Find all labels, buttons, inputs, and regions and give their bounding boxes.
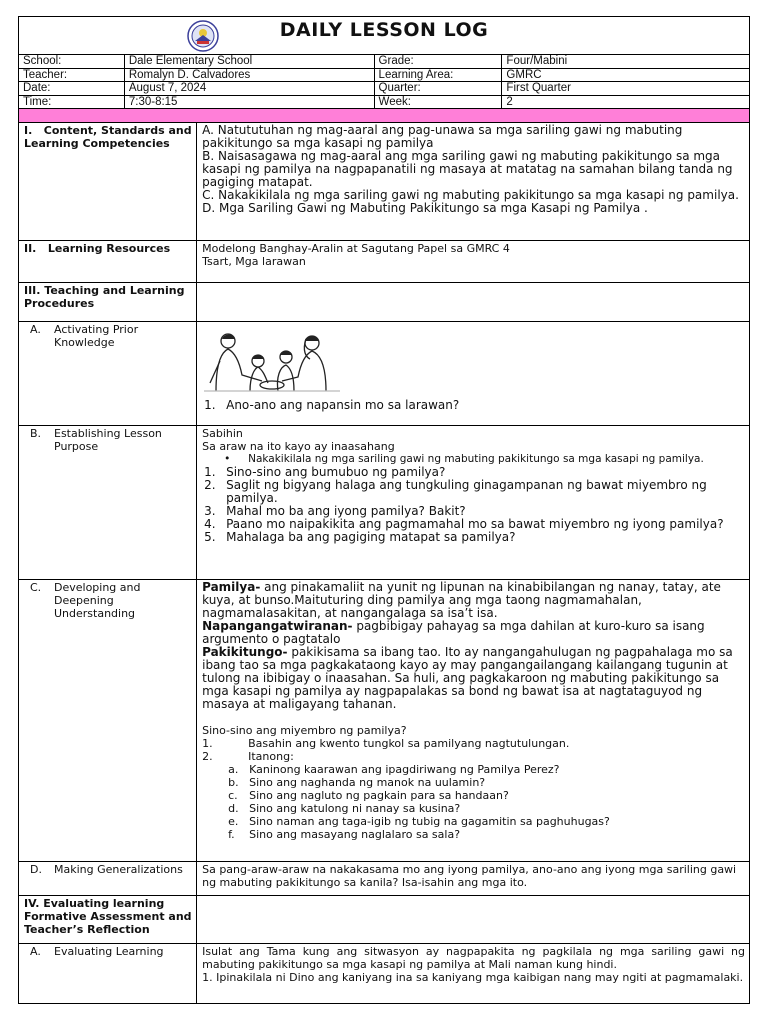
content-standards-label: I. Content, Standards and Learning Competencies xyxy=(24,124,192,150)
resource-line-2: Tsart, Mga larawan xyxy=(202,255,306,268)
week-value: 2 xyxy=(502,95,750,109)
teacher-label: Teacher: xyxy=(19,68,125,82)
establishing-bullet: • Nakakikilala ng mga sariling gawi ng mabuting pakikitungo sa mga kasapi ng pamilya. xyxy=(224,453,704,465)
evaluating-label xyxy=(30,945,192,958)
quarter-label: Quarter: xyxy=(374,82,502,96)
definition-pamilya: Pamilya- ang pinakamaliit na yunit ng lipunan na kinabibilangan ng nanay, tatay, ate kuya, at bunso.Maituturing ding pamilya ang mga taong nagmamahalan, nagmamalasakitan, at nangangalaga sa isa’t isa. xyxy=(202,580,721,620)
subquestion-a: a. Kaninong kaarawan ang ipagdiriwang ng Pamilya Perez? xyxy=(228,763,560,776)
purpose-question-1: 1. Sino-sino ang bumubuo ng pamilya? xyxy=(204,465,446,479)
procedures-label: III. Teaching and Learning Procedures xyxy=(24,284,185,310)
purpose-question-5: 5. Mahalaga ba ang pagiging matapat sa pamilya? xyxy=(204,530,516,544)
generalizing-letter: D. xyxy=(30,863,42,876)
evaluation-section-label: IV. Evaluating learning Formative Assessment and Teacher’s Reflection xyxy=(24,897,192,936)
subquestion-c: c. Sino ang nagluto ng pagkain para sa handaan? xyxy=(228,789,509,802)
members-question: Sino-sino ang miyembro ng pamilya? xyxy=(202,724,407,737)
objective-a: A. Natututuhan ng mag-aaral ang pag-unawa sa mga sariling gawi ng mabuting pakikitungo sa mga kasapi ng pamilya xyxy=(202,123,683,150)
developing-label xyxy=(30,581,192,620)
establishing-intro-1: Sabihin xyxy=(202,427,243,440)
objective-b: B. Naisasagawa ng mag-aaral ang mga sariling gawi ng mabuting pakikitungo sa mga kasapi ng pamilya na nagpapanatili ng masaya at matatag na samahan bilang tanda ng pagiging matapat. xyxy=(202,149,733,189)
purpose-question-3: 3. Mahal mo ba ang iyong pamilya? Bakit? xyxy=(204,504,466,518)
activating-question: 1. Ano-ano ang napansin mo sa larawan? xyxy=(204,398,460,412)
generalizing-text: Making Generalizations xyxy=(54,863,183,876)
date-value: August 7, 2024 xyxy=(124,82,374,96)
establishing-letter: B. xyxy=(30,427,42,440)
activating-label xyxy=(30,323,192,349)
subquestion-e: e. Sino naman ang taga-igib ng tubig na gagamitin sa paghuhugas? xyxy=(228,815,610,828)
info-table xyxy=(18,54,750,109)
definition-pakikitungo: Pakikitungo- pakikisama sa ibang tao. Ito ay nangangahulugan ng pagpahalaga mo sa ibang tao sa mga pagkakataong kayo ay may pangangailangang kailangang tugunin at tulong na ibibigay o inaasahan. Sa huli, ang pagkakaroon ng mabuting pakikitungo sa mga kasapi ng pamilya ay nagpapalakas sa bond ng bawat isa at nagtataguyod ng masaya at maligayang tahanan. xyxy=(202,645,733,711)
lesson-table xyxy=(18,122,750,1004)
family-eating-illustration xyxy=(202,331,342,395)
developing-letter: C. xyxy=(30,581,42,594)
learning-resources-label: II. Learning Resources xyxy=(24,242,171,255)
establishing-intro-2: Sa araw na ito kayo ay inaasahang xyxy=(202,440,395,453)
school-value: Dale Elementary School xyxy=(124,55,374,69)
area-value: GMRC xyxy=(502,68,750,82)
grade-value: Four/Mabini xyxy=(502,55,750,69)
evaluation-instructions: Isulat ang Tama kung ang sitwasyon ay nagpapakita ng pagkilala ng mga sariling gawi ng mabuting pakikitungo sa mga kasapi ng pamilya at Mali naman kung hindi. xyxy=(202,945,745,971)
evaluating-letter: A. xyxy=(30,945,41,958)
objective-d: D. Mga Sariling Gawi ng Mabuting Pakikitungo sa mga Kasapi ng Pamilya . xyxy=(202,201,648,215)
activating-text: Activating Prior Knowledge xyxy=(54,323,139,349)
header xyxy=(18,16,750,55)
date-label: Date: xyxy=(19,82,125,96)
evaluation-item-1: 1. Ipinakilala ni Dino ang kaniyang ina sa kaniyang mga kaibigan nang may ngiti at pagmamalaki. xyxy=(202,971,744,984)
time-label: Time: xyxy=(19,95,125,109)
establishing-text: Establishing Lesson Purpose xyxy=(54,427,162,453)
developing-text: Developing and Deepening Understanding xyxy=(54,581,141,620)
quarter-value: First Quarter xyxy=(502,82,750,96)
step-1: 1. Basahin ang kwento tungkol sa pamilyang nagtutulungan. xyxy=(202,737,570,750)
grade-label: Grade: xyxy=(374,55,502,69)
area-label: Learning Area: xyxy=(374,68,502,82)
definition-napangangatwiranan: Napangangatwiranan- pagbibigay pahayag sa mga dahilan at kuro-kuro sa isang argumento o pagtatalo xyxy=(202,619,705,646)
week-label: Week: xyxy=(374,95,502,109)
school-label: School: xyxy=(19,55,125,69)
teacher-value: Romalyn D. Calvadores xyxy=(124,68,374,82)
generalizing-label xyxy=(30,863,192,876)
establishing-label xyxy=(30,427,192,453)
purpose-question-4: 4. Paano mo naipakikita ang pagmamahal mo sa bawat miyembro ng iyong pamilya? xyxy=(204,517,724,531)
purpose-question-2: 2. Saglit ng bigyang halaga ang tungkuling ginagampanan ng bawat miyembro ng pamilya. xyxy=(204,478,707,505)
time-value: 7:30-8:15 xyxy=(124,95,374,109)
page-title: DAILY LESSON LOG xyxy=(279,19,489,41)
step-2: 2. Itanong: xyxy=(202,750,294,763)
pink-divider xyxy=(18,108,750,123)
subquestion-d: d. Sino ang katulong ni nanay sa kusina? xyxy=(228,802,461,815)
subquestion-b: b. Sino ang naghanda ng manok na uulamin? xyxy=(228,776,486,789)
evaluating-text: Evaluating Learning xyxy=(54,945,164,958)
generalization-text: Sa pang-araw-araw na nakakasama mo ang iyong pamilya, ano-ano ang iyong mga sariling gawi ng mabuting pakikitungo sa kanila? Isa-isahin ang mga ito. xyxy=(197,862,750,896)
activating-letter: A. xyxy=(30,323,41,336)
subquestion-f: f. Sino ang masayang naglalaro sa sala? xyxy=(228,828,461,841)
resource-line-1: Modelong Banghay-Aralin at Sagutang Papel sa GMRC 4 xyxy=(202,242,510,255)
objective-c: C. Nakakikilala ng mga sariling gawi ng mabuting pakikitungo sa mga kasapi ng pamilya. xyxy=(202,188,739,202)
lesson-log-page xyxy=(18,16,750,1024)
